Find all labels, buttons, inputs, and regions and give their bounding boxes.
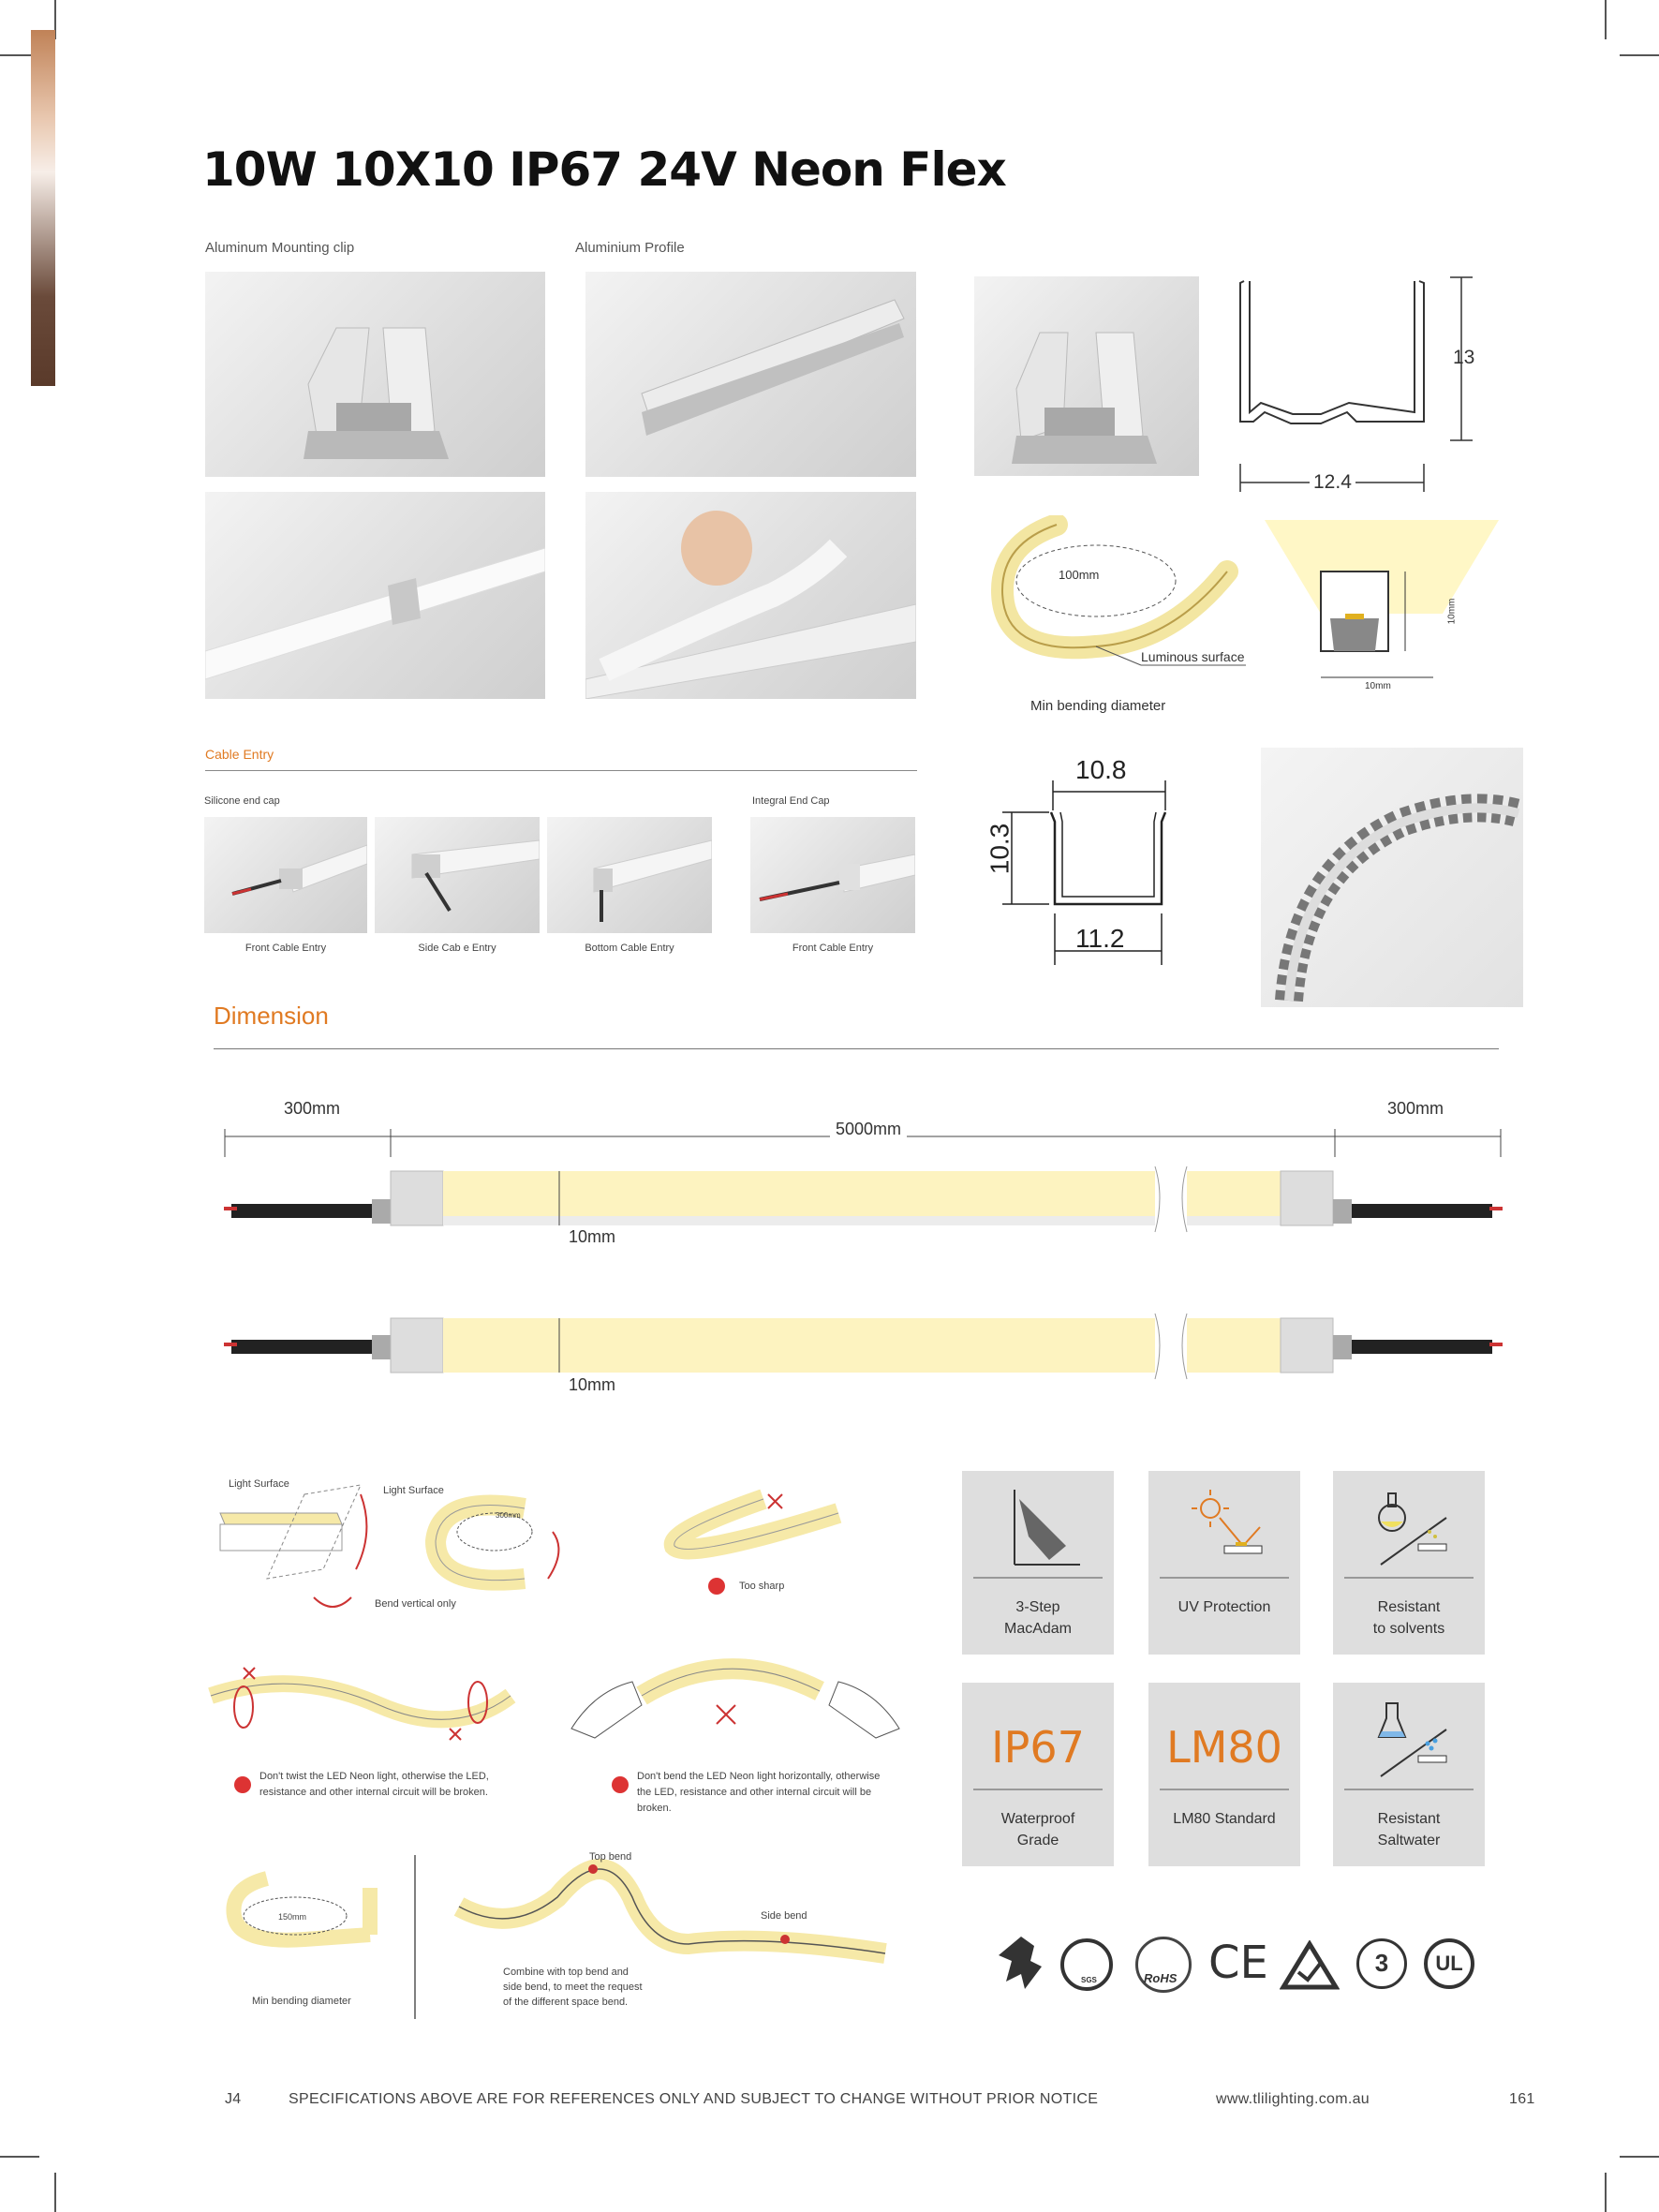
cable-caption-2: Side Cab e Entry xyxy=(418,943,496,954)
radius-150-label: 150mm xyxy=(278,1912,307,1922)
warranty-3-year-icon: 3 xyxy=(1356,1938,1407,1989)
tile-divider xyxy=(1344,1789,1474,1790)
feature-label: Saltwater xyxy=(1377,1833,1441,1848)
top-bend-label: Top bend xyxy=(589,1851,632,1863)
installation-guide-drawing xyxy=(201,1457,951,2019)
flexible-coil-photo xyxy=(1261,748,1523,1007)
website-link[interactable]: www.tlilighting.com.au xyxy=(1216,2091,1370,2107)
integral-front-cable-photo xyxy=(750,817,915,933)
min-bending-label: Min bending diameter xyxy=(1030,698,1166,714)
disclaimer: SPECIFICATIONS ABOVE ARE FOR REFERENCES ONLY AND SUBJECT TO CHANGE WITHOUT PRIOR NOTICE xyxy=(289,2091,1099,2107)
profile-height-label: 13 xyxy=(1453,347,1475,368)
cable-caption-3: Bottom Cable Entry xyxy=(585,943,674,954)
page-number: 161 xyxy=(1509,2091,1535,2107)
crop-mark xyxy=(0,2156,39,2158)
strip-width-label-2: 10mm xyxy=(569,1375,616,1394)
feature-label: Resistant xyxy=(1377,1811,1441,1827)
light-cone-icon xyxy=(991,1480,1085,1574)
divider xyxy=(205,770,917,771)
feature-label: to solvents xyxy=(1372,1621,1445,1637)
brand-strip xyxy=(31,30,55,386)
too-sharp-label: Too sharp xyxy=(739,1581,785,1592)
ce-icon: CE xyxy=(1208,1937,1268,1989)
feature-label: MacAdam xyxy=(1003,1621,1073,1637)
feature-label: 3-Step xyxy=(1015,1599,1060,1615)
cable-entry-heading: Cable Entry xyxy=(205,747,274,762)
mounting-clip-photo xyxy=(205,272,545,477)
rcm-icon xyxy=(1280,1940,1340,1991)
tile-divider xyxy=(1160,1577,1289,1579)
cross-section-drawing xyxy=(1265,520,1499,703)
side-bend-label: Side bend xyxy=(761,1910,807,1922)
divider xyxy=(214,1048,1499,1049)
tile-divider xyxy=(973,1577,1103,1579)
sgs-label: SGS xyxy=(1081,1976,1097,1984)
profile-dimension-drawing xyxy=(1227,272,1480,497)
radius-300-label: 300mm xyxy=(496,1511,521,1520)
rohs-icon xyxy=(1135,1937,1192,1993)
clip-closeup-photo xyxy=(974,276,1199,476)
flask-solvent-icon xyxy=(1362,1480,1456,1574)
feature-label: UV Protection xyxy=(1178,1599,1271,1615)
sgs-icon xyxy=(1060,1938,1113,1991)
strip-width-label-1: 10mm xyxy=(569,1227,616,1246)
ip67-badge: IP67 xyxy=(991,1722,1085,1773)
flask-water-icon xyxy=(1362,1692,1456,1786)
length-label: 5000mm xyxy=(830,1120,907,1139)
bend-vertical-label: Bend vertical only xyxy=(375,1598,456,1610)
feature-solvents xyxy=(1333,1471,1485,1655)
clip-label: Aluminum Mounting clip xyxy=(205,240,355,256)
bend-radius-label: 100mm xyxy=(1059,568,1100,582)
feature-ip67 xyxy=(962,1683,1114,1866)
feature-lm80 xyxy=(1148,1683,1300,1866)
feature-macadam xyxy=(962,1471,1114,1655)
crop-mark xyxy=(1620,2156,1659,2158)
combine-bend-note: Combine with top bend and side bend, to meet the request of the different space bend. xyxy=(503,1967,643,2008)
front-cable-photo xyxy=(204,817,367,933)
dimension-heading: Dimension xyxy=(214,1002,329,1030)
no-twist-warning: Don't twist the LED Neon light, otherwise the LED, resistance and other internal circuit will be broken. xyxy=(259,1771,489,1798)
page-title: 10W 10X10 IP67 24V Neon Flex xyxy=(202,142,1006,197)
left-lead-label: 300mm xyxy=(284,1099,341,1118)
dimension-drawing xyxy=(220,1110,1513,1382)
neon-height-label: 10.3 xyxy=(985,823,1015,875)
certification-row xyxy=(993,1933,1480,1998)
rohs-label: RoHS xyxy=(1144,1971,1178,1985)
no-horizontal-warning: Don't bend the LED Neon light horizontally, otherwise the LED, resistance and other internal circuit will be broken. xyxy=(637,1771,881,1814)
neon-joint-photo xyxy=(205,492,545,699)
side-cable-photo xyxy=(375,817,540,933)
right-lead-label: 300mm xyxy=(1387,1099,1444,1118)
feature-uv xyxy=(1148,1471,1300,1655)
luminous-surface-label: Luminous surface xyxy=(1141,649,1245,664)
profile-label: Aluminium Profile xyxy=(575,240,685,256)
feature-label: Resistant xyxy=(1377,1599,1441,1615)
section-width-label: 10mm xyxy=(1365,681,1391,691)
ul-icon: UL xyxy=(1424,1938,1474,1989)
neon-top-width-label: 10.8 xyxy=(1075,755,1127,784)
feature-label: Grade xyxy=(1016,1833,1059,1848)
tile-divider xyxy=(973,1789,1103,1790)
saa-icon xyxy=(993,1933,1047,1993)
feature-label: Waterproof xyxy=(1000,1811,1075,1827)
crop-mark xyxy=(1620,54,1659,56)
section-height-label: 10mm xyxy=(1446,598,1458,625)
tile-divider xyxy=(1160,1789,1289,1790)
light-surface-label-2: Light Surface xyxy=(383,1485,444,1496)
sun-uv-icon xyxy=(1178,1480,1271,1574)
light-surface-label-1: Light Surface xyxy=(229,1478,289,1490)
crop-mark xyxy=(1605,0,1607,39)
cable-caption-1: Front Cable Entry xyxy=(244,943,327,954)
crop-mark xyxy=(1605,2173,1607,2212)
feature-saltwater xyxy=(1333,1683,1485,1866)
integral-end-cap-label: Integral End Cap xyxy=(752,795,830,807)
tile-divider xyxy=(1344,1577,1474,1579)
lm80-badge: LM80 xyxy=(1166,1722,1282,1773)
neon-bottom-width-label: 11.2 xyxy=(1075,924,1125,953)
crop-mark xyxy=(54,2173,56,2212)
bottom-cable-photo xyxy=(547,817,712,933)
page-code: J4 xyxy=(225,2091,242,2107)
profile-width-label: 12.4 xyxy=(1310,471,1355,494)
cable-caption-4: Front Cable Entry xyxy=(792,943,874,954)
aluminium-profile-photo xyxy=(585,272,916,477)
feature-label: LM80 Standard xyxy=(1173,1811,1276,1827)
min-bending-small-label: Min bending diameter xyxy=(252,1996,351,2007)
neon-install-photo xyxy=(585,492,916,699)
silicone-end-cap-label: Silicone end cap xyxy=(204,795,280,807)
